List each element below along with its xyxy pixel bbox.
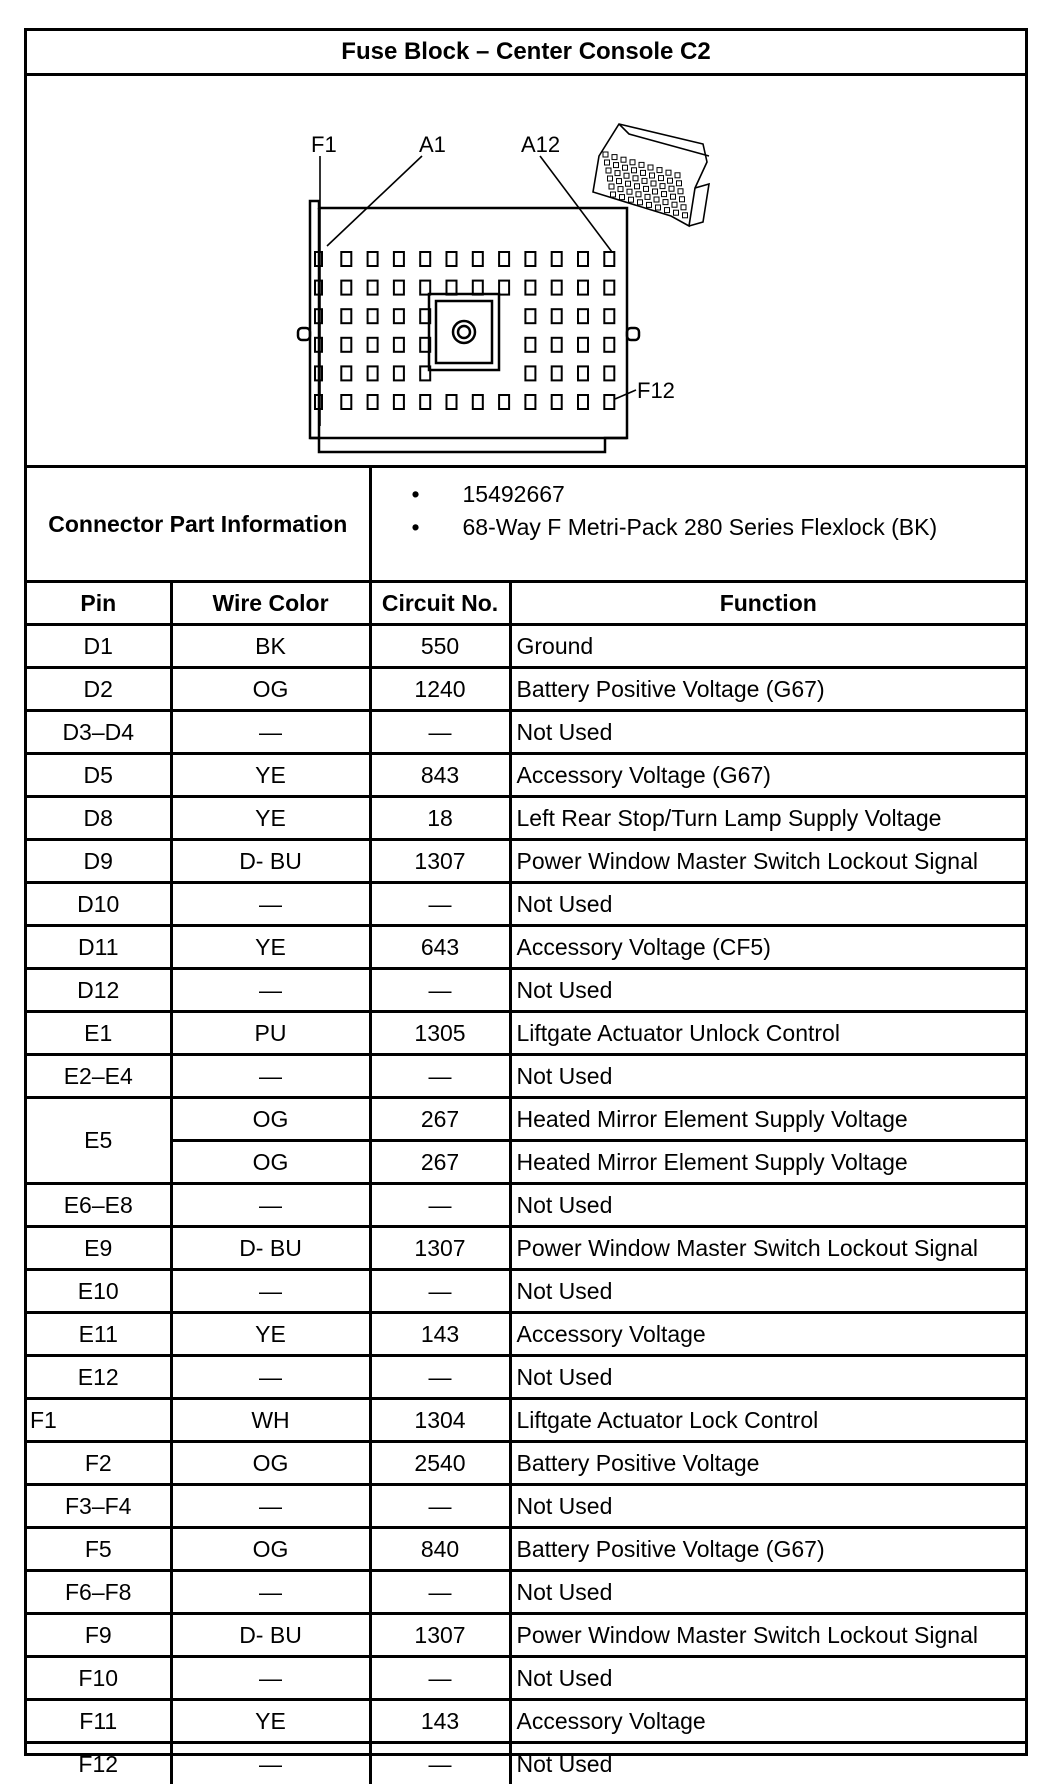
pin-cell: F11 xyxy=(27,1700,171,1743)
function-cell: Not Used xyxy=(510,1657,1025,1700)
circuit-cell: 143 xyxy=(370,1700,510,1743)
cavity xyxy=(525,366,535,380)
wire-color-cell: — xyxy=(171,711,370,754)
icon-cavity xyxy=(675,173,680,178)
cavity xyxy=(447,395,457,409)
wire-color-cell: OG xyxy=(171,1098,370,1141)
icon-cavity xyxy=(671,194,676,199)
pin-cell: F5 xyxy=(27,1528,171,1571)
circuit-cell: 550 xyxy=(370,625,510,668)
cavity xyxy=(578,338,588,352)
function-cell: Battery Positive Voltage xyxy=(510,1442,1025,1485)
wire-color-cell: — xyxy=(171,1356,370,1399)
icon-cavity xyxy=(621,157,626,162)
icon-cavity xyxy=(672,202,677,207)
icon-cavity xyxy=(630,160,635,165)
cavity xyxy=(341,366,351,380)
icon-cavity xyxy=(681,205,686,210)
function-cell: Not Used xyxy=(510,1270,1025,1313)
pin-cell: D1 xyxy=(27,625,171,668)
icon-cavity xyxy=(668,178,673,183)
icon-cavity xyxy=(650,173,655,178)
table-row xyxy=(27,1055,1025,1098)
table-row xyxy=(27,1270,1025,1313)
function-cell: Accessory Voltage (CF5) xyxy=(510,926,1025,969)
wire-color-cell: OG xyxy=(171,1442,370,1485)
icon-cavity xyxy=(620,195,625,200)
circuit-cell: 18 xyxy=(370,797,510,840)
wire-color-cell: YE xyxy=(171,926,370,969)
table-row xyxy=(27,1485,1025,1528)
pin-cell: F2 xyxy=(27,1442,171,1485)
table-row xyxy=(27,1184,1025,1227)
circuit-cell: — xyxy=(370,1356,510,1399)
function-cell: Power Window Master Switch Lockout Signal xyxy=(510,1614,1025,1657)
function-cell: Liftgate Actuator Unlock Control xyxy=(510,1012,1025,1055)
function-cell: Not Used xyxy=(510,1055,1025,1098)
cavity xyxy=(368,395,378,409)
circuit-cell: 143 xyxy=(370,1313,510,1356)
table-row xyxy=(27,1313,1025,1356)
wire-color-cell: OG xyxy=(171,668,370,711)
icon-cavity xyxy=(665,208,670,213)
cavity xyxy=(604,366,614,380)
circuit-cell: 1240 xyxy=(370,668,510,711)
cavity xyxy=(473,281,483,295)
pin-cell: E9 xyxy=(27,1227,171,1270)
pin-cell: D2 xyxy=(27,668,171,711)
pin-cell: E12 xyxy=(27,1356,171,1399)
circuit-cell: 1304 xyxy=(370,1399,510,1442)
circuit-cell: 840 xyxy=(370,1528,510,1571)
icon-cavity xyxy=(603,152,608,157)
table-row xyxy=(27,1528,1025,1571)
cavity xyxy=(394,338,404,352)
icon-cavity xyxy=(618,187,623,192)
cavity xyxy=(368,281,378,295)
cavity xyxy=(394,395,404,409)
wire-color-cell: YE xyxy=(171,797,370,840)
wire-color-cell: — xyxy=(171,969,370,1012)
pinout-sheet xyxy=(24,28,1028,1756)
table-row xyxy=(27,1012,1025,1055)
table-row xyxy=(27,1442,1025,1485)
wire-color-cell: BK xyxy=(171,625,370,668)
pin-cell: D5 xyxy=(27,754,171,797)
icon-cavity xyxy=(629,197,634,202)
circuit-cell: — xyxy=(370,1743,510,1784)
cavity xyxy=(341,309,351,323)
circuit-cell: 267 xyxy=(370,1098,510,1141)
table-row xyxy=(27,711,1025,754)
icon-cavity xyxy=(623,165,628,170)
cavity xyxy=(368,309,378,323)
table-row xyxy=(27,969,1025,1012)
wire-color-cell: D- BU xyxy=(171,1614,370,1657)
circuit-cell: — xyxy=(370,711,510,754)
pin-cell: F3–F4 xyxy=(27,1485,171,1528)
circuit-cell: — xyxy=(370,1055,510,1098)
col-header-wire-color: Wire Color xyxy=(171,582,370,625)
circuit-cell: 643 xyxy=(370,926,510,969)
cavity xyxy=(604,338,614,352)
pin-cell: E2–E4 xyxy=(27,1055,171,1098)
pin-cell: E10 xyxy=(27,1270,171,1313)
cavity xyxy=(552,338,562,352)
cavity xyxy=(420,252,430,266)
circuit-cell: — xyxy=(370,1184,510,1227)
table-row xyxy=(27,1356,1025,1399)
icon-cavity xyxy=(663,200,668,205)
cavity xyxy=(604,309,614,323)
col-header-function: Function xyxy=(510,582,1025,625)
circuit-cell: — xyxy=(370,969,510,1012)
icon-cavity xyxy=(605,160,610,165)
cavity xyxy=(420,281,430,295)
circuit-cell: 2540 xyxy=(370,1442,510,1485)
cavity xyxy=(394,309,404,323)
pin-cell: D8 xyxy=(27,797,171,840)
wire-color-cell: WH xyxy=(171,1399,370,1442)
table-row xyxy=(27,840,1025,883)
function-cell: Power Window Master Switch Lockout Signal xyxy=(510,1227,1025,1270)
icon-cavity xyxy=(648,165,653,170)
icon-cavity xyxy=(677,181,682,186)
function-cell: Not Used xyxy=(510,1571,1025,1614)
wire-color-cell: YE xyxy=(171,1313,370,1356)
cavity xyxy=(341,252,351,266)
table-row xyxy=(27,1227,1025,1270)
wire-color-cell: YE xyxy=(171,754,370,797)
pin-cell: D10 xyxy=(27,883,171,926)
col-header-pin: Pin xyxy=(27,582,171,625)
icon-cavity xyxy=(645,194,650,199)
icon-cavity xyxy=(642,178,647,183)
pin-cell: E6–E8 xyxy=(27,1184,171,1227)
pin-cell: F10 xyxy=(27,1657,171,1700)
icon-cavity xyxy=(657,168,662,173)
connector-description: • 68-Way F Metri-Pack 280 Series Flexlock (BK) xyxy=(412,511,1026,544)
icon-cavity xyxy=(635,184,640,189)
table-row xyxy=(27,1141,1025,1184)
icon-cavity xyxy=(636,192,641,197)
pin-cell: D3–D4 xyxy=(27,711,171,754)
wire-color-cell: — xyxy=(171,1657,370,1700)
cavity xyxy=(447,252,457,266)
document-title: Fuse Block – Center Console C2 xyxy=(27,31,1025,75)
col-header-circuit: Circuit No. xyxy=(370,582,510,625)
circuit-cell: 1307 xyxy=(370,1227,510,1270)
circuit-cell: — xyxy=(370,1657,510,1700)
cavity xyxy=(394,281,404,295)
icon-cavity xyxy=(660,184,665,189)
icon-cavity xyxy=(654,197,659,202)
connector-part-number: • 15492667 xyxy=(412,478,1026,511)
function-cell: Liftgate Actuator Lock Control xyxy=(510,1399,1025,1442)
pinout-table xyxy=(27,31,1025,1784)
circuit-cell: 1307 xyxy=(370,840,510,883)
icon-cavity xyxy=(626,181,631,186)
icon-cavity xyxy=(662,192,667,197)
function-cell: Accessory Voltage xyxy=(510,1700,1025,1743)
icon-cavity xyxy=(651,181,656,186)
icon-cavity xyxy=(612,155,617,160)
circuit-cell: 267 xyxy=(370,1141,510,1184)
cavity xyxy=(552,252,562,266)
cavity xyxy=(525,338,535,352)
circuit-cell: — xyxy=(370,1485,510,1528)
function-cell: Ground xyxy=(510,625,1025,668)
table-row xyxy=(27,625,1025,668)
circuit-cell: — xyxy=(370,1270,510,1313)
wire-color-cell: — xyxy=(171,1485,370,1528)
function-cell: Heated Mirror Element Supply Voltage xyxy=(510,1141,1025,1184)
wire-color-cell: OG xyxy=(171,1528,370,1571)
cavity xyxy=(499,281,509,295)
connector-3d-icon xyxy=(593,124,709,226)
table-row xyxy=(27,797,1025,840)
icon-cavity xyxy=(608,176,613,181)
wire-color-cell: — xyxy=(171,883,370,926)
function-cell: Accessory Voltage xyxy=(510,1313,1025,1356)
cavity xyxy=(552,395,562,409)
icon-cavity xyxy=(644,186,649,191)
cavity xyxy=(578,395,588,409)
function-cell: Not Used xyxy=(510,1356,1025,1399)
cavity xyxy=(578,309,588,323)
function-cell: Accessory Voltage (G67) xyxy=(510,754,1025,797)
icon-cavity xyxy=(683,213,688,218)
label-a1: A1 xyxy=(419,132,446,157)
function-cell: Not Used xyxy=(510,1184,1025,1227)
circuit-cell: — xyxy=(370,883,510,926)
cavity xyxy=(341,281,351,295)
cavity xyxy=(447,281,457,295)
icon-cavity xyxy=(666,170,671,175)
icon-cavity xyxy=(656,205,661,210)
wire-color-cell: — xyxy=(171,1743,370,1784)
icon-cavity xyxy=(659,176,664,181)
cavity xyxy=(420,395,430,409)
cavity xyxy=(525,395,535,409)
wire-color-cell: YE xyxy=(171,1700,370,1743)
connector-diagram-cell xyxy=(27,75,1025,467)
pin-cell: E11 xyxy=(27,1313,171,1356)
table-row xyxy=(27,883,1025,926)
wire-color-cell: OG xyxy=(171,1141,370,1184)
icon-cavity xyxy=(606,168,611,173)
pin-cell: D9 xyxy=(27,840,171,883)
icon-cavity xyxy=(678,189,683,194)
pin-cell: D12 xyxy=(27,969,171,1012)
wire-color-cell: D- BU xyxy=(171,1227,370,1270)
wire-color-cell: — xyxy=(171,1270,370,1313)
cavity xyxy=(499,252,509,266)
wire-color-cell: — xyxy=(171,1571,370,1614)
pin-cell: E5 xyxy=(27,1098,171,1184)
cavity xyxy=(525,281,535,295)
cavity xyxy=(578,281,588,295)
cavity xyxy=(368,338,378,352)
cavity xyxy=(578,252,588,266)
cavity xyxy=(394,366,404,380)
label-f1: F1 xyxy=(311,132,337,157)
connector-info-list xyxy=(370,467,1025,582)
icon-cavity xyxy=(638,200,643,205)
function-cell: Power Window Master Switch Lockout Signal xyxy=(510,840,1025,883)
pin-cell: E1 xyxy=(27,1012,171,1055)
function-cell: Not Used xyxy=(510,1485,1025,1528)
table-row xyxy=(27,1098,1025,1141)
table-row xyxy=(27,1571,1025,1614)
wire-color-cell: D- BU xyxy=(171,840,370,883)
cavity xyxy=(525,309,535,323)
icon-cavity xyxy=(641,170,646,175)
label-a12: A12 xyxy=(521,132,560,157)
cavity xyxy=(604,395,614,409)
wire-color-cell: — xyxy=(171,1184,370,1227)
icon-cavity xyxy=(639,162,644,167)
label-f12: F12 xyxy=(637,378,675,403)
pin-cell: D11 xyxy=(27,926,171,969)
function-cell: Not Used xyxy=(510,1743,1025,1784)
icon-cavity xyxy=(632,168,637,173)
icon-cavity xyxy=(647,202,652,207)
pin-cell: F6–F8 xyxy=(27,1571,171,1614)
wire-color-cell: PU xyxy=(171,1012,370,1055)
cavity xyxy=(604,281,614,295)
circuit-cell: 1307 xyxy=(370,1614,510,1657)
function-cell: Heated Mirror Element Supply Voltage xyxy=(510,1098,1025,1141)
function-cell: Not Used xyxy=(510,969,1025,1012)
cavity xyxy=(473,395,483,409)
icon-cavity xyxy=(617,179,622,184)
icon-cavity xyxy=(669,186,674,191)
cavity xyxy=(552,309,562,323)
pin-cell: F9 xyxy=(27,1614,171,1657)
icon-cavity xyxy=(674,210,679,215)
function-cell: Not Used xyxy=(510,883,1025,926)
icon-cavity xyxy=(615,171,620,176)
wire-color-cell: — xyxy=(171,1055,370,1098)
cavity xyxy=(394,252,404,266)
table-row xyxy=(27,926,1025,969)
function-cell: Battery Positive Voltage (G67) xyxy=(510,668,1025,711)
cavity xyxy=(499,395,509,409)
table-row xyxy=(27,754,1025,797)
icon-cavity xyxy=(653,189,658,194)
circuit-cell: 843 xyxy=(370,754,510,797)
cavity xyxy=(368,252,378,266)
table-row xyxy=(27,1399,1025,1442)
connector-diagram xyxy=(27,76,1025,460)
cavity xyxy=(341,395,351,409)
cavity xyxy=(473,252,483,266)
icon-cavity xyxy=(611,192,616,197)
table-row xyxy=(27,1614,1025,1657)
icon-cavity xyxy=(614,163,619,168)
pin-cell: F12 xyxy=(27,1743,171,1784)
cavity xyxy=(368,366,378,380)
cavity xyxy=(578,366,588,380)
icon-cavity xyxy=(624,173,629,178)
cavity xyxy=(525,252,535,266)
cavity xyxy=(552,281,562,295)
function-cell: Battery Positive Voltage (G67) xyxy=(510,1528,1025,1571)
connector-info-label: Connector Part Information xyxy=(27,467,370,582)
cavity xyxy=(552,366,562,380)
cavity xyxy=(604,252,614,266)
table-row xyxy=(27,1700,1025,1743)
icon-cavity xyxy=(627,189,632,194)
table-row xyxy=(27,668,1025,711)
table-row xyxy=(27,1657,1025,1700)
function-cell: Left Rear Stop/Turn Lamp Supply Voltage xyxy=(510,797,1025,840)
cavity xyxy=(341,338,351,352)
pin-cell: F1 xyxy=(27,1399,171,1442)
function-cell: Not Used xyxy=(510,711,1025,754)
icon-cavity xyxy=(680,197,685,202)
circuit-cell: — xyxy=(370,1571,510,1614)
table-row xyxy=(27,1743,1025,1784)
icon-cavity xyxy=(633,176,638,181)
circuit-cell: 1305 xyxy=(370,1012,510,1055)
icon-cavity xyxy=(609,184,614,189)
